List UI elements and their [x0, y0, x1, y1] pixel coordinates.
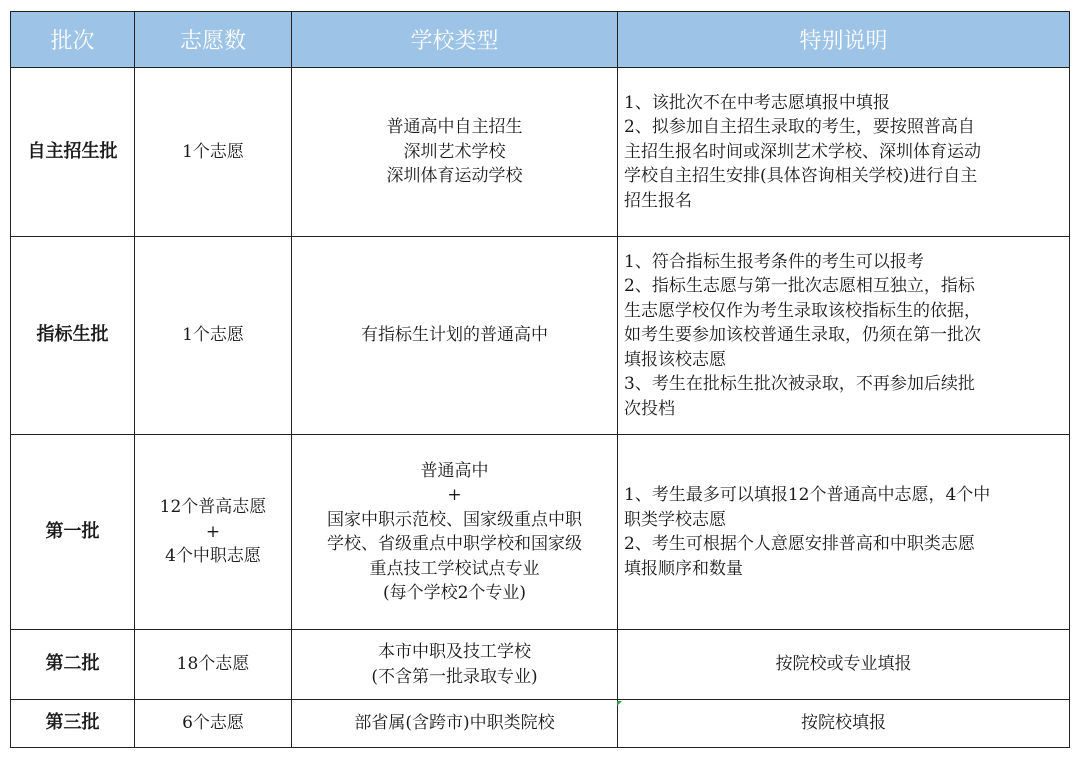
- header-school-type: 学校类型: [292, 12, 618, 68]
- note-line: 2、考生可根据个人意愿安排普高和中职类志愿: [624, 534, 975, 554]
- school-line: 有指标生计划的普通高中: [361, 325, 548, 346]
- school-line: 重点技工学校试点专业: [369, 558, 540, 579]
- table-header-row: [11, 12, 1070, 68]
- header-notes: 特别说明: [618, 12, 1070, 68]
- cell-comment-marker: [617, 701, 622, 706]
- header-count: 志愿数: [135, 12, 292, 68]
- note-line: 填报顺序和数量: [624, 558, 743, 579]
- school-line: (不含第一批录取专业): [371, 666, 538, 687]
- count-line: 4个中职志愿: [165, 546, 261, 567]
- note-line: 填报该校志愿: [624, 349, 726, 370]
- count-line: 12个普高志愿: [159, 497, 267, 518]
- school-type: [292, 435, 618, 630]
- note-line: 1、该批次不在中考志愿填报中填报: [624, 92, 890, 113]
- note-line: 学校自主招生安排(具体咨询相关学校)进行自主: [624, 166, 978, 187]
- special-note: [618, 68, 1070, 237]
- batch-name: 自主招生批: [11, 68, 135, 237]
- special-note: [618, 630, 1070, 700]
- table-row: [11, 700, 1070, 748]
- school-line: +: [447, 485, 462, 505]
- admission-batch-table: [10, 11, 1070, 748]
- school-type: [292, 700, 618, 748]
- count-line: 18个志愿: [176, 654, 250, 675]
- note-line: 按院校填报: [801, 713, 886, 734]
- note-line: 次投档: [624, 398, 675, 419]
- school-line: 普通高中自主招生: [386, 117, 523, 138]
- volunteer-count: [135, 68, 292, 237]
- school-type: [292, 237, 618, 435]
- count-line: 6个志愿: [182, 713, 244, 734]
- school-line: 深圳艺术学校: [403, 141, 506, 162]
- batch-name: 指标生批: [11, 237, 135, 435]
- note-line: 2、拟参加自主招生录取的考生，要按照普高自: [624, 117, 975, 138]
- table-row: [11, 68, 1070, 237]
- batch-name: 第二批: [11, 630, 135, 700]
- note-line: 按院校或专业填报: [775, 654, 912, 675]
- note-line: 招生报名: [624, 190, 692, 211]
- header-batch: 批次: [11, 12, 135, 68]
- school-type: [292, 68, 618, 237]
- school-type: [292, 630, 618, 700]
- note-line: 3、考生在批标生批次被录取，不再参加后续批: [624, 374, 975, 395]
- school-line: 学校、省级重点中职学校和国家级: [327, 534, 582, 554]
- volunteer-count: [135, 630, 292, 700]
- count-line: +: [205, 521, 221, 542]
- table-row: [11, 237, 1070, 435]
- table-row: [11, 630, 1070, 700]
- school-line: 部省属(含跨市)中职类院校: [354, 713, 555, 734]
- school-line: 国家中职示范校、国家级重点中职: [327, 509, 582, 530]
- school-line: 本市中职及技工学校: [378, 642, 531, 662]
- note-line: 职类学校志愿: [624, 509, 726, 530]
- school-line: 深圳体育运动学校: [386, 166, 523, 187]
- batch-name: 第一批: [11, 435, 135, 630]
- note-line: 主招生报名时间或深圳艺术学校、深圳体育运动: [624, 141, 981, 162]
- note-line: 1、符合指标生报考条件的考生可以报考: [624, 251, 924, 272]
- school-line: 普通高中: [420, 460, 489, 481]
- note-line: 如考生要参加该校普通生录取，仍须在第一批次: [624, 325, 981, 346]
- note-line: 生志愿学校仅作为考生录取该校指标生的依据，: [624, 300, 981, 321]
- special-note: [618, 435, 1070, 630]
- special-note: [618, 700, 1070, 748]
- count-line: 1个志愿: [182, 325, 244, 346]
- batch-name: 第三批: [11, 700, 135, 748]
- volunteer-count: [135, 700, 292, 748]
- count-line: 1个志愿: [182, 141, 244, 162]
- note-line: 1、考生最多可以填报12个普通高中志愿，4个中: [624, 485, 991, 505]
- special-note: [618, 237, 1070, 435]
- volunteer-count: [135, 237, 292, 435]
- school-line: (每个学校2个专业): [382, 583, 527, 603]
- volunteer-count: [135, 435, 292, 630]
- table-row: [11, 435, 1070, 630]
- note-line: 2、指标生志愿与第一批次志愿相互独立，指标: [624, 276, 975, 297]
